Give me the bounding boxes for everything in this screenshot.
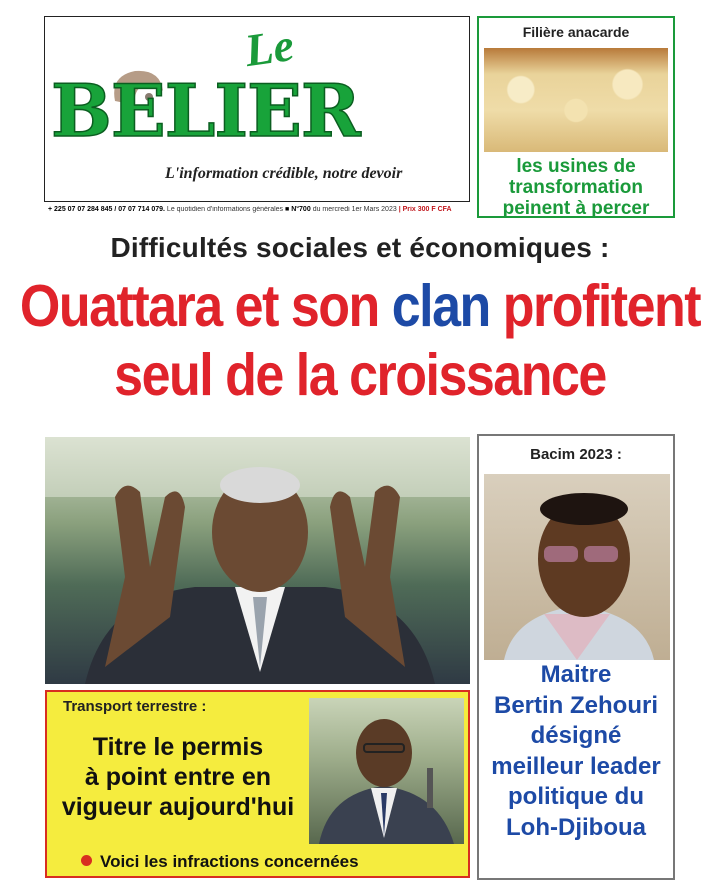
anacarde-teaser[interactable] <box>477 16 675 218</box>
transport-teaser[interactable] <box>45 690 470 878</box>
masthead-tagline: L'information crédible, notre devoir <box>165 165 403 182</box>
bacim-line: politique du <box>508 783 644 810</box>
anacarde-line: peinent à percer <box>502 198 650 219</box>
bacim-line: Maitre <box>540 661 612 688</box>
issue-info-line <box>48 206 468 213</box>
main-headline-line-2: seul de la croissance <box>114 342 606 409</box>
anacarde-headline <box>479 156 673 219</box>
anacarde-line: les usines de <box>516 156 636 177</box>
anacarde-kicker: Filière anacarde <box>522 24 630 40</box>
bertin-zehouri-photo <box>484 474 670 660</box>
bullet-dot-icon <box>81 855 92 866</box>
transport-kicker: Transport terrestre : <box>63 698 207 715</box>
bacim-teaser[interactable] <box>477 434 675 880</box>
headline-kicker: Difficultés sociales et économiques : <box>110 232 610 263</box>
main-headline[interactable] <box>0 272 720 410</box>
logo-belier: BELIER <box>51 68 360 153</box>
bacim-line: désigné <box>530 722 622 749</box>
info-phones: + 225 07 07 284 845 / 07 07 714 079. <box>48 206 165 213</box>
transport-line: à point entre en <box>84 763 272 791</box>
bacim-line: meilleur leader <box>491 752 661 780</box>
transport-line: vigueur aujourd'hui <box>61 793 295 821</box>
main-headline-line-1 <box>0 272 720 341</box>
bacim-headline <box>479 660 673 843</box>
headline-highlight: clan <box>391 273 490 340</box>
bacim-kicker: Bacim 2023 : <box>530 446 622 463</box>
masthead <box>44 16 470 202</box>
bacim-line: Bertin Zehouri <box>493 691 658 719</box>
logo-le: Le <box>241 18 297 77</box>
minister-photo <box>309 698 464 844</box>
transport-headline <box>47 732 309 822</box>
bacim-line: Loh-Djiboua <box>506 813 646 841</box>
transport-bullet <box>81 852 359 872</box>
info-price: | Prix 300 F CFA <box>398 206 452 213</box>
main-photo-ouattara <box>45 437 470 684</box>
info-issue-number: ■ N°700 <box>285 206 311 213</box>
ouattara-figure <box>45 437 470 684</box>
headline-part: Ouattara et son <box>19 273 392 340</box>
transport-bullet-text: Voici les infractions concernées <box>100 852 359 871</box>
anacarde-line: transformation <box>508 177 644 198</box>
cashew-nuts-photo <box>484 48 668 152</box>
headline-part: profitent <box>489 273 701 340</box>
transport-line: Titre le permis <box>92 733 264 761</box>
bertin-figure <box>484 474 670 660</box>
info-date: du mercredi 1er Mars 2023 <box>312 206 397 213</box>
minister-figure <box>309 698 464 844</box>
info-description: Le quotidien d'informations générales <box>166 206 284 213</box>
